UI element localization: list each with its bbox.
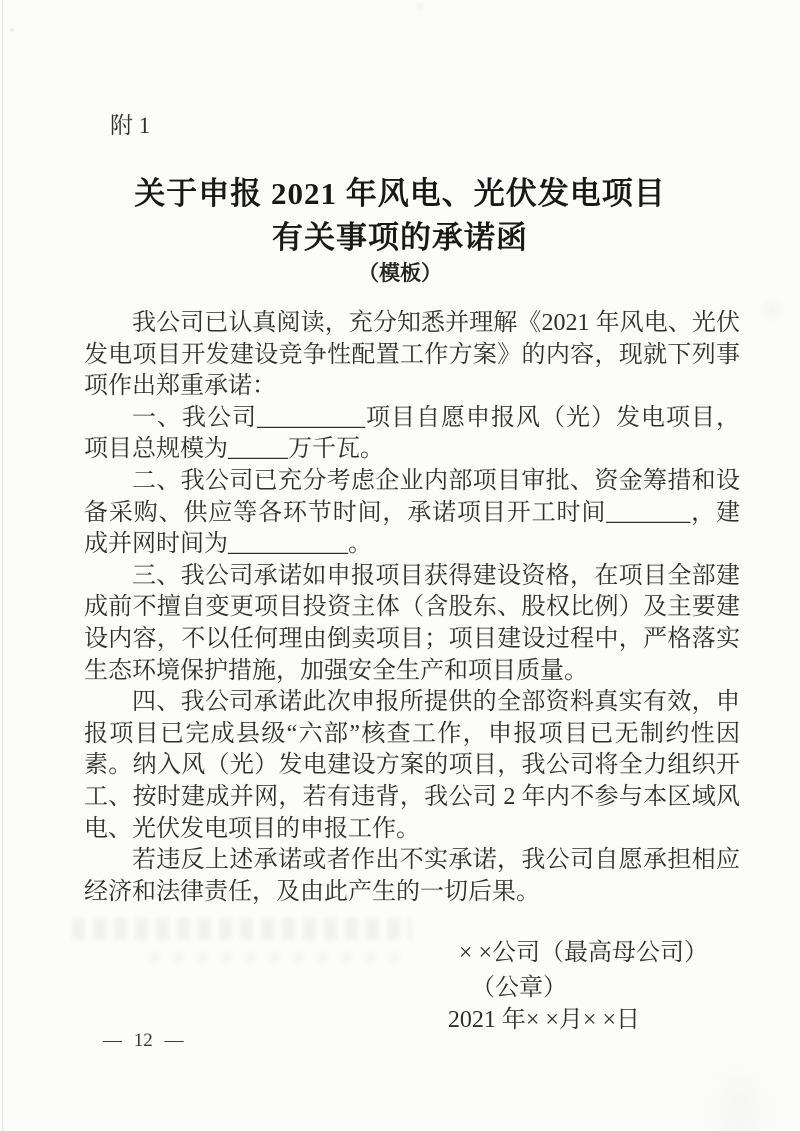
paragraph-item-2: 二、我公司已充分考虑企业内部项目审批、资金筹措和设备采购、供应等各环节时间，承诺项目开工时间_______，建成并网时间为__________。 — [84, 467, 740, 558]
signature-date: 2021 年× ×月× ×日 — [447, 1007, 640, 1033]
document-title-line-2: 有关事项的承诺函 — [272, 220, 528, 255]
bleedthrough-artifact-2 — [150, 952, 410, 964]
document-title-line-1: 关于申报 2021 年风电、光伏发电项目 — [134, 176, 666, 211]
document-body — [84, 308, 740, 908]
paragraph-item-3: 三、我公司承诺如申报项目获得建设资格，在项目全部建成前不擅自变更项目投资主体（含股东、股权比例）及主要建设内容，不以任何理由倒卖项目；项目建设过程中，严格落实生态环境保护措施，加强安全生产和项目质量。 — [84, 562, 740, 684]
document-subtitle: （模板） — [358, 261, 442, 285]
paragraph-closing: 若违反上述承诺或者作出不实承诺，我公司自愿承担相应经济和法律责任，及由此产生的一切后果。 — [84, 847, 740, 905]
paragraph-item-1: 一、我公司_________项目自愿申报风（光）发电项目，项目总规模为_____万千瓦。 — [84, 404, 740, 463]
attachment-label: 附 1 — [110, 113, 151, 138]
signature-seal: （公章） — [471, 975, 567, 1001]
paragraph-intro: 我公司已认真阅读，充分知悉并理解《2021 年风电、光伏发电项目开发建设竞争性配置工作方案》的内容，现就下列事项作出郑重承诺： — [84, 310, 740, 400]
paragraph-item-4: 四、我公司承诺此次申报所提供的全部资料真实有效，申报项目已完成县级“六部”核查工作，申报项目已无制约性因素。纳入风（光）发电建设方案的项目，我公司将全力组织开工、按时建成并网，若有违背，我公司 2 年内不参与本区域风电、光伏发电项目的申报工作。 — [84, 689, 740, 842]
document-title — [0, 172, 800, 260]
bleedthrough-artifact — [72, 918, 412, 940]
signature-company: × ×公司（最高母公司） — [458, 940, 708, 966]
scan-edge-artifact — [2, 0, 3, 1131]
page-number: — 12 — — [103, 1030, 184, 1051]
